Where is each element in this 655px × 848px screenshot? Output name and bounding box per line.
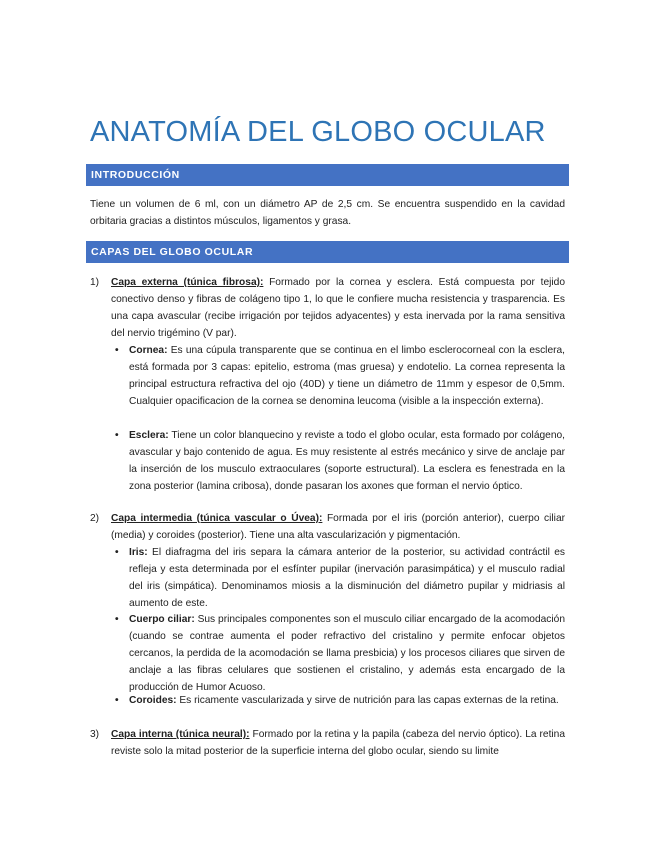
bullet-term: Cuerpo ciliar: — [129, 614, 195, 625]
list-number: 1) — [90, 277, 100, 288]
list-number: 3) — [90, 729, 100, 740]
item-text: Formada por el iris (porción anterior), cuerpo ciliar (media) y coroides (posterior). Tiene una alta vascularización y pigmentación. — [111, 513, 565, 541]
item-text: Formado por la retina y la papila (cabeza del nervio óptico). La retina reviste solo la mitad posterior de la superficie interna del globo ocular, siendo su limite — [111, 729, 566, 757]
bullet-text: El diafragma del iris separa la cámara anterior de la posterior, su actividad contráctil es refleja y esta determinada por el esfínter pupilar (inervación parasimpática) y el musculo radial del iris (simpática). Denominamos miosis a la disminución del diámetro pupilar y midriasis al aumento de este. — [129, 547, 565, 609]
bullet-text: Es ricamente vascularizada y sirve de nutrición para las capas externas de la retina. — [176, 695, 559, 706]
bullet-icon: • — [115, 695, 119, 706]
bullet-icon: • — [115, 345, 119, 356]
section-heading-introduccion: INTRODUCCIÓN — [86, 164, 569, 186]
page-title: ANATOMÍA DEL GLOBO OCULAR — [90, 116, 546, 148]
item-heading: Capa interna (túnica neural): — [111, 729, 250, 740]
bullet-text: Sus principales componentes son el musculo ciliar encargado de la acomodación (cuando se contrae aumenta el poder refractivo del cristalino y permite enfocar objetos cercanos, la perdida de la acomodación se llama presbicia) y los procesos ciliares que sirven de anclaje a las fibras celulares que sostienen el cristalino, y además esta encargado de la producción de Humor Acuoso. — [129, 614, 565, 693]
bullet-icon: • — [115, 547, 119, 558]
bullet-text: Es una cúpula transparente que se continua en el limbo esclerocorneal con la esclera, está formada por 3 capas: epitelio, estroma (mas gruesa) y endotelio. La cornea representa la principal estructura refractiva del ojo (40D) y tiene un diámetro de 11mm y espesor de 0,5mm. Cualquier opacificacion de la cornea se denomina leucoma (visible a la inspección externa). — [129, 345, 565, 407]
bullet-icon: • — [115, 430, 119, 441]
list-item-body — [111, 510, 565, 544]
list-number: 2) — [90, 513, 100, 524]
bullet-term: Iris: — [129, 547, 148, 558]
bullet-body — [129, 692, 565, 709]
bullet-term: Coroides: — [129, 695, 177, 706]
bullet-body — [129, 611, 565, 696]
item-heading: Capa intermedia (túnica vascular o Úvea): — [111, 513, 323, 524]
bullet-icon: • — [115, 614, 119, 625]
list-item-body — [111, 726, 565, 760]
section-heading-capas: CAPAS DEL GLOBO OCULAR — [86, 241, 569, 263]
bullet-body — [129, 544, 565, 612]
bullet-text: Tiene un color blanquecino y reviste a todo el globo ocular, esta formado por colágeno, avascular y bajo contenido de agua. Es muy resistente al estrés mecánico y sirve de anclaje par la inserción de los musculo extraoculares (soporte estructural). La esclera es fenestrada en la zona posterior (lamina cribosa), donde pasaran los axones que forman el nervio óptico. — [129, 430, 565, 492]
item-heading: Capa externa (túnica fibrosa): — [111, 277, 264, 288]
intro-paragraph: Tiene un volumen de 6 ml, con un diámetro AP de 2,5 cm. Se encuentra suspendido en la cavidad orbitaria gracias a distintos músculos, ligamentos y grasa. — [90, 199, 565, 227]
bullet-term: Cornea: — [129, 345, 168, 356]
bullet-term: Esclera: — [129, 430, 169, 441]
item-text: Formado por la cornea y esclera. Está compuesta por tejido conectivo denso y fibras de colágeno tipo 1, lo que le confiere mucha resistencia y trasparencia. Es una capa avascular (recibe irrigación por tejidos adyacentes) y esta inervada por la rama sensitiva del nervio trigémino (V par). — [111, 277, 565, 339]
list-item-body — [111, 274, 565, 342]
bullet-body — [129, 342, 565, 410]
bullet-body — [129, 427, 565, 495]
